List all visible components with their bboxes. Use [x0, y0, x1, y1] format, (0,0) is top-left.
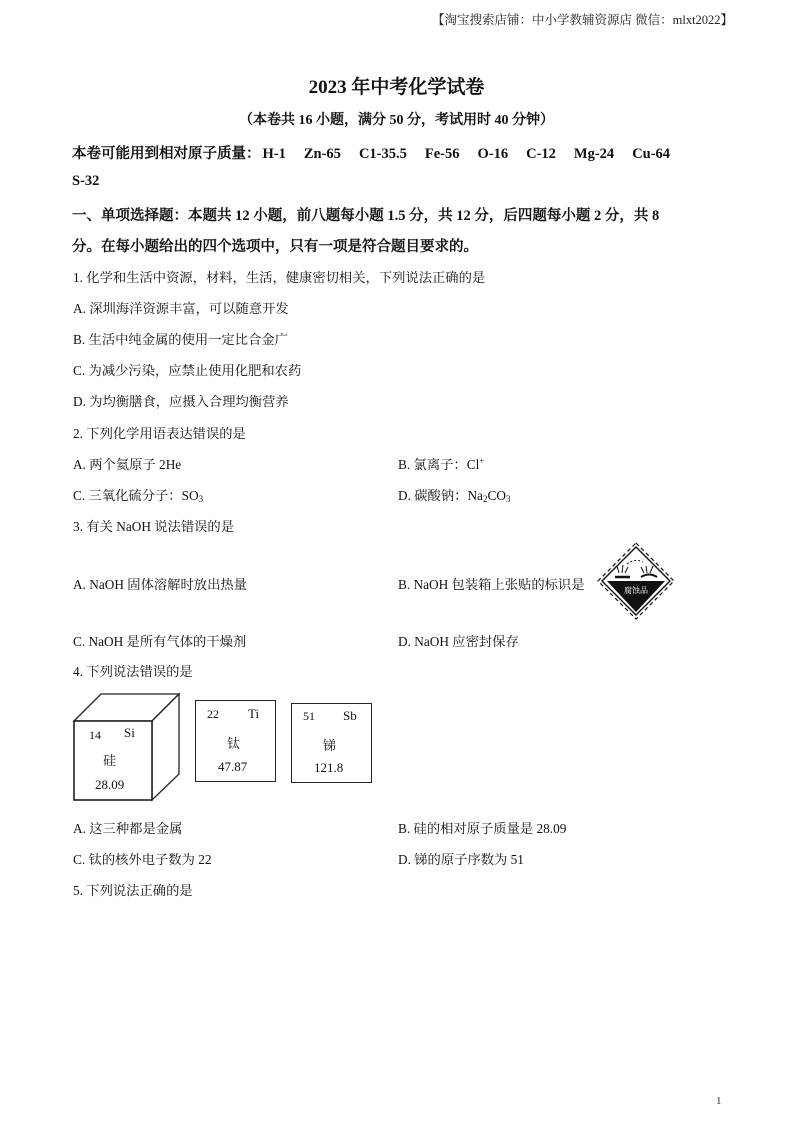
titanium-element-card — [195, 700, 276, 782]
question-2-option-d — [398, 485, 510, 504]
element-name: 钛 — [227, 736, 241, 751]
question-4-option-c: C. 钛的核外电子数为 22 — [73, 852, 212, 867]
element-symbol: Sb — [343, 708, 357, 723]
atomic-mass-item: Zn-65 — [303, 146, 341, 162]
question-2-option-c — [73, 485, 203, 504]
question-5-stem: 5. 下列说法正确的是 — [73, 883, 193, 898]
atomic-mass-item: Mg-24 — [573, 146, 615, 162]
element-mass: 47.87 — [218, 759, 248, 774]
section-heading-line2: 分。在每小题给出的四个选项中，只有一项是符合题目要求的。 — [72, 239, 478, 255]
question-3-stem: 3. 有关 NaOH 说法错误的是 — [73, 519, 235, 534]
question-3-option-c: C. NaOH 是所有气体的干燥剂 — [73, 634, 247, 649]
atomic-mass-item: C-12 — [526, 146, 556, 162]
element-number: 14 — [89, 728, 101, 742]
page-title: 2023 年中考化学试卷 — [308, 77, 485, 98]
hazard-label: 腐蚀品 — [624, 586, 648, 595]
element-number: 22 — [207, 707, 219, 721]
atomic-mass-item: H-1 — [262, 146, 286, 162]
question-2-stem: 2. 下列化学用语表达错误的是 — [73, 426, 246, 441]
atomic-mass-item: S-32 — [72, 173, 100, 189]
option-text: D. 碳酸钠：Na — [398, 488, 483, 503]
question-1-option-d: D. 为均衡膳食，应摄入合理均衡营养 — [73, 394, 289, 409]
question-1-stem: 1. 化学和生活中资源，材料，生活，健康密切相关，下列说法正确的是 — [73, 270, 486, 285]
question-4-option-a: A. 这三种都是金属 — [73, 821, 183, 836]
element-name: 硅 — [103, 753, 117, 768]
question-2-option-a: A. 两个氦原子 2He — [73, 457, 182, 472]
atomic-masses-line — [72, 142, 670, 163]
question-1-option-c: C. 为减少污染，应禁止使用化肥和农药 — [73, 363, 302, 378]
question-3-option-d: D. NaOH 应密封保存 — [398, 634, 519, 649]
question-1-option-a: A. 深圳海洋资源丰富，可以随意开发 — [73, 301, 289, 316]
subscript: 3 — [198, 494, 204, 504]
subscript: 2 — [482, 494, 488, 504]
question-4-option-d: D. 锑的原子序数为 51 — [398, 852, 524, 867]
silicon-element-cube — [71, 689, 181, 804]
element-symbol: Si — [124, 725, 135, 740]
question-4-stem: 4. 下列说法错误的是 — [73, 664, 193, 679]
charge-superscript: + — [479, 456, 485, 466]
section-heading-line1: 一、单项选择题：本题共 12 小题，前八题每小题 1.5 分，共 12 分，后四题每小题 2 分，共 8 — [72, 208, 660, 224]
atomic-mass-item: O-16 — [477, 146, 509, 162]
page-number: 1 — [716, 1095, 722, 1107]
element-mass: 28.09 — [95, 777, 125, 792]
question-3-option-a: A. NaOH 固体溶解时放出热量 — [73, 577, 247, 592]
option-text: B. 氯离子：Cl — [398, 457, 480, 472]
element-number: 51 — [303, 709, 315, 723]
atomic-mass-item: Cu-64 — [632, 146, 671, 162]
option-text: CO — [487, 488, 506, 503]
option-text: C. 三氧化硫分子：SO — [73, 488, 199, 503]
antimony-element-card — [291, 703, 372, 783]
question-2-option-b — [398, 454, 484, 473]
atomic-mass-item: C1-35.5 — [358, 146, 407, 162]
watermark-text: 【淘宝搜索店铺：中小学教辅资源店 微信：mlxt2022】 — [432, 13, 734, 27]
exam-subtitle: （本卷共 16 小题，满分 50 分，考试用时 40 分钟） — [239, 113, 554, 128]
atomic-mass-item: Fe-56 — [424, 146, 460, 162]
question-1-option-b: B. 生活中纯金属的使用一定比合金广 — [73, 332, 288, 347]
question-3-option-b: B. NaOH 包装箱上张贴的标识是 — [398, 577, 585, 592]
subscript: 3 — [505, 494, 511, 504]
corrosive-hazard-icon — [597, 542, 675, 620]
element-mass: 121.8 — [314, 760, 344, 775]
question-4-option-b: B. 硅的相对原子质量是 28.09 — [398, 821, 567, 836]
element-symbol: Ti — [248, 706, 260, 721]
atomic-masses-label: 本卷可能用到相对原子质量： — [72, 146, 261, 162]
element-name: 锑 — [323, 738, 337, 753]
